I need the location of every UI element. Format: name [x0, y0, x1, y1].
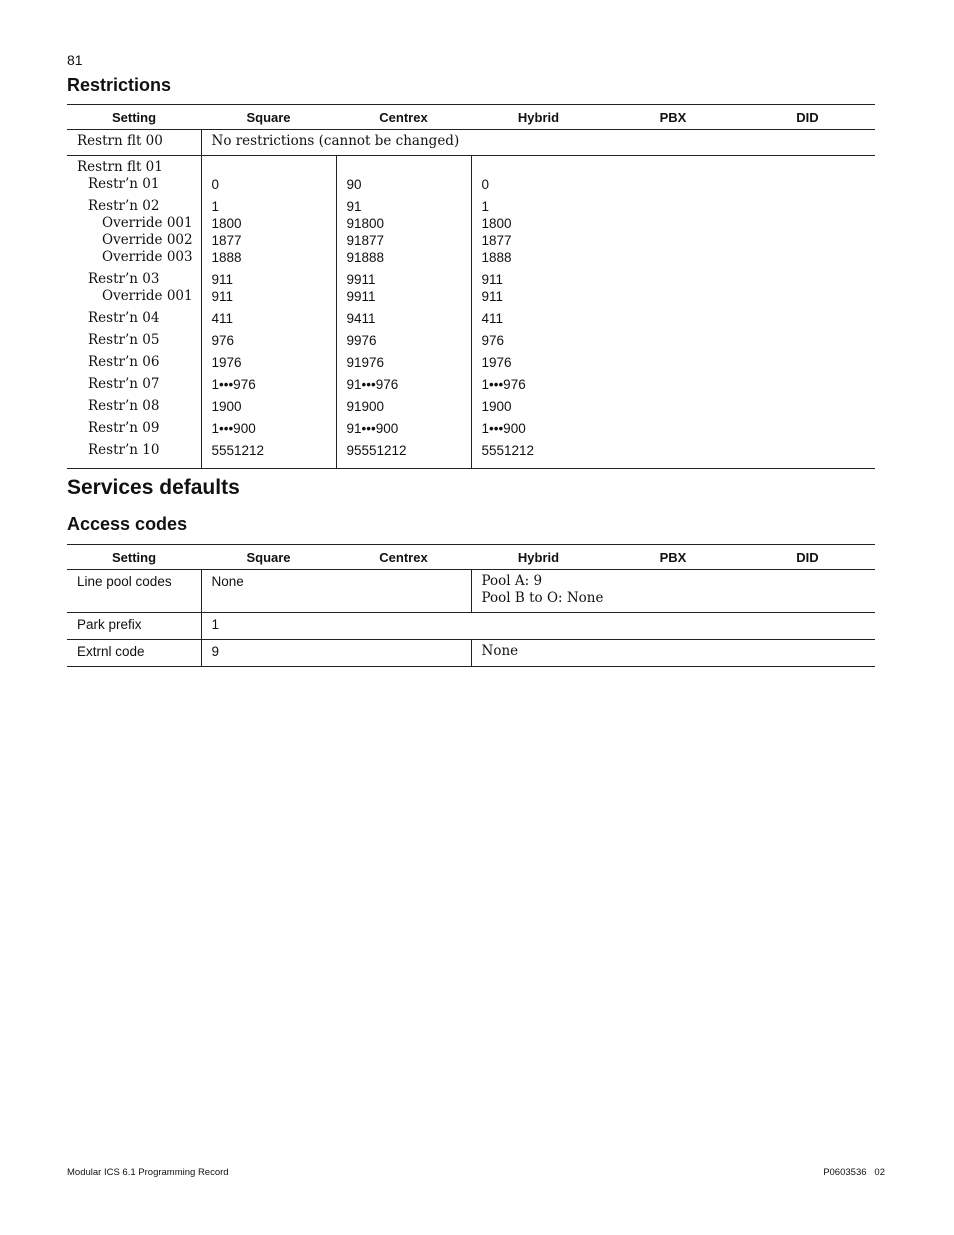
restrictions-header-row	[67, 105, 875, 130]
centrex-value: 9911	[346, 289, 376, 304]
square-value: 1•••976	[211, 377, 256, 392]
square-value: 0	[211, 177, 220, 192]
centrex-value: 9911	[346, 272, 376, 287]
services-defaults-heading: Services defaults	[67, 476, 240, 499]
centrex-value: 91900	[346, 399, 385, 414]
value-cell: None	[471, 640, 875, 667]
setting-cell: Line pool codes	[77, 574, 172, 589]
access-codes-heading: Access codes	[67, 514, 188, 534]
col-header-square: Square	[246, 549, 291, 565]
col-header-setting: Setting	[111, 109, 157, 125]
square-value: 1	[211, 199, 220, 214]
square-value: 976	[211, 333, 235, 348]
square-value: 411	[211, 311, 234, 326]
centrex-value: 91•••900	[346, 421, 399, 436]
col-header-square: Square	[246, 109, 291, 125]
centrex-cell	[336, 156, 471, 469]
footer-document-title: Modular ICS 6.1 Programming Record	[67, 1167, 229, 1178]
setting-line: Restr’n 06	[88, 354, 160, 370]
setting-line: Restr’n 10	[88, 442, 160, 458]
square-value: 1888	[211, 250, 242, 265]
setting-line: Restr’n 03	[88, 271, 160, 287]
square-cell	[201, 156, 336, 469]
col-header-pbx: PBX	[659, 549, 687, 565]
centrex-value: 91	[346, 199, 362, 214]
value-cell: None	[201, 570, 471, 613]
centrex-value: 91877	[346, 233, 385, 248]
table-row	[67, 613, 875, 640]
restrictions-heading: Restrictions	[67, 75, 172, 95]
centrex-value: 95551212	[346, 443, 407, 458]
setting-line: Override 003	[102, 249, 193, 265]
setting-line: Restr’n 04	[88, 310, 160, 326]
value-cell	[471, 570, 875, 613]
table-row	[67, 156, 875, 469]
hybrid-value: 1900	[481, 399, 512, 414]
square-value: 911	[211, 272, 234, 287]
centrex-value: 9411	[346, 311, 376, 326]
square-value: 1877	[211, 233, 242, 248]
centrex-value: 91800	[346, 216, 385, 231]
centrex-value: 91888	[346, 250, 385, 265]
access-codes-header-row	[67, 545, 875, 570]
centrex-value: 9976	[346, 333, 377, 348]
hybrid-value: 1•••900	[481, 421, 526, 436]
value-cell: No restrictions (cannot be changed)	[201, 130, 875, 156]
col-header-hybrid: Hybrid	[517, 109, 560, 125]
col-header-centrex: Centrex	[379, 549, 428, 565]
square-values	[212, 176, 336, 459]
setting-line: Restr’n 02	[88, 198, 160, 214]
setting-line: Restr’n 01	[88, 176, 160, 192]
setting-cell: Park prefix	[77, 617, 142, 632]
square-value: 5551212	[211, 443, 265, 458]
page-number: 81	[67, 52, 83, 68]
restrictions-table	[67, 104, 875, 469]
setting-line: Restr’n 05	[88, 332, 160, 348]
setting-cell: Extrnl code	[77, 644, 145, 659]
centrex-values	[347, 176, 471, 459]
centrex-value: 91•••976	[346, 377, 399, 392]
col-header-hybrid: Hybrid	[517, 549, 560, 565]
setting-line: Restr’n 09	[88, 420, 160, 436]
hybrid-value: 1888	[481, 250, 512, 265]
centrex-value: 90	[346, 177, 362, 192]
hybrid-value: 1877	[481, 233, 512, 248]
setting-line: Override 001	[102, 215, 193, 231]
hybrid-value: 1800	[481, 216, 512, 231]
square-value: 1•••900	[211, 421, 256, 436]
col-header-did: DID	[796, 109, 819, 125]
table-row	[67, 640, 875, 667]
pbx-cell	[606, 156, 740, 469]
hybrid-value: 911	[481, 272, 504, 287]
col-header-did: DID	[796, 549, 819, 565]
value-cell: 1	[201, 613, 875, 640]
col-header-centrex: Centrex	[379, 109, 428, 125]
setting-line: Restr’n 08	[88, 398, 160, 414]
hybrid-value: 1976	[481, 355, 512, 370]
setting-line: Override 001	[102, 288, 193, 304]
did-cell	[740, 156, 875, 469]
square-value: 911	[211, 289, 234, 304]
table-row	[67, 130, 875, 156]
square-value: 1900	[211, 399, 242, 414]
hybrid-value: 5551212	[481, 443, 535, 458]
footer-document-id: P0603536 02	[823, 1167, 885, 1178]
group-label: Restrn flt 01	[77, 159, 163, 175]
col-header-setting: Setting	[111, 549, 157, 565]
setting-line: Restr’n 07	[88, 376, 160, 392]
hybrid-values	[482, 176, 607, 459]
setting-line: Override 002	[102, 232, 193, 248]
access-codes-table	[67, 544, 875, 667]
hybrid-value: 976	[481, 333, 505, 348]
col-header-pbx: PBX	[659, 109, 687, 125]
pool-b-line: Pool B to O: None	[481, 590, 604, 606]
setting-cell: Restrn flt 00	[77, 133, 163, 149]
hybrid-cell	[471, 156, 606, 469]
hybrid-value: 911	[481, 289, 504, 304]
pool-a-line: Pool A: 9	[481, 573, 543, 589]
square-value: 1976	[211, 355, 242, 370]
table-row	[67, 570, 875, 613]
hybrid-value: 0	[481, 177, 490, 192]
hybrid-value: 1	[481, 199, 490, 214]
hybrid-value: 1•••976	[481, 377, 526, 392]
setting-cell	[67, 156, 201, 469]
setting-lines	[77, 176, 201, 459]
value-cell: 9	[201, 640, 471, 667]
centrex-value: 91976	[346, 355, 385, 370]
hybrid-value: 411	[481, 311, 504, 326]
square-value: 1800	[211, 216, 242, 231]
